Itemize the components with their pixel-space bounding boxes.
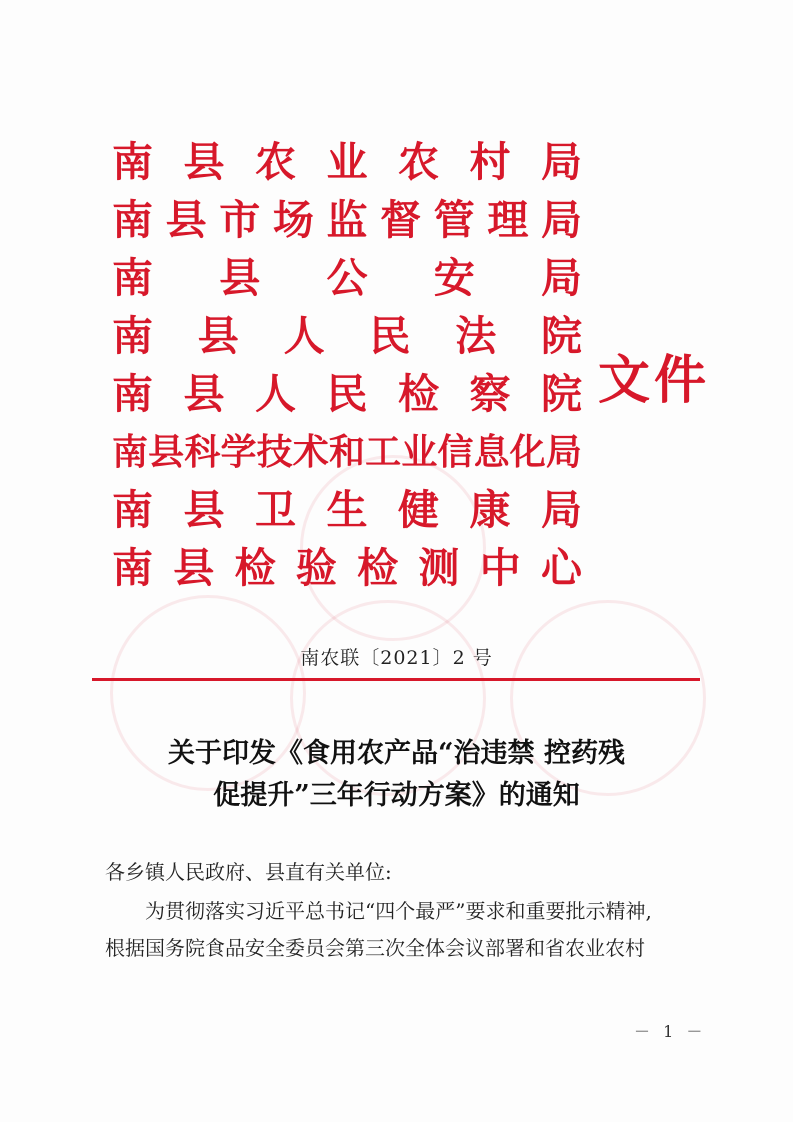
issuer-char: 县	[183, 138, 225, 186]
issuer-char: 管	[433, 196, 475, 244]
issuer-char: 南	[112, 544, 153, 592]
issuer-char: 监	[326, 196, 368, 244]
issuer-char: 南	[112, 312, 153, 360]
issuer-line	[112, 539, 582, 597]
issuer-char: 科	[184, 431, 221, 473]
salutation: 各乡镇人民政府、县直有关单位:	[105, 860, 392, 884]
body-text	[105, 893, 695, 967]
issuer-char: 局	[541, 138, 582, 186]
issuer-char: 南	[112, 196, 153, 244]
issuer-char: 民	[369, 312, 411, 360]
issuer-line	[112, 133, 582, 191]
issuer-char: 农	[398, 138, 439, 186]
issuer-char: 生	[326, 486, 368, 534]
red-divider	[92, 678, 700, 681]
issuer-char: 局	[541, 196, 582, 244]
issuer-char: 南	[112, 486, 153, 534]
issuer-char: 农	[255, 138, 296, 186]
issuing-agencies	[112, 133, 582, 597]
issuer-char: 检	[357, 544, 399, 592]
body-line: 根据国务院食品安全委员会第三次全体会议部署和省农业农村	[105, 936, 645, 960]
issuer-char: 技	[256, 431, 293, 473]
issuer-line	[112, 307, 582, 365]
issuer-char: 测	[418, 544, 460, 592]
issuer-char: 理	[487, 196, 529, 244]
issuer-line	[112, 423, 582, 481]
issuer-char: 场	[272, 196, 314, 244]
issuer-char: 息	[473, 431, 510, 473]
document-type-label: 文件	[598, 350, 711, 411]
issuer-char: 卫	[255, 486, 296, 534]
issuer-line	[112, 191, 582, 249]
issuer-char: 县	[183, 370, 225, 418]
issuer-char: 公	[326, 254, 368, 302]
page-number: － 1 －	[634, 1022, 707, 1041]
issuer-char: 术	[292, 431, 329, 473]
issuer-char: 县	[183, 486, 225, 534]
issuer-char: 县	[197, 312, 239, 360]
issuer-char: 南	[112, 370, 153, 418]
issuer-char: 中	[479, 544, 521, 592]
issuer-char: 安	[433, 254, 475, 302]
issuer-char: 康	[469, 486, 511, 534]
issuer-line	[112, 365, 582, 423]
issuer-char: 学	[220, 431, 257, 473]
issuer-char: 南	[112, 138, 153, 186]
issuer-char: 人	[283, 312, 325, 360]
issuer-char: 局	[541, 486, 582, 534]
issuer-char: 南	[112, 431, 149, 473]
issuer-char: 民	[326, 370, 368, 418]
issuer-char: 化	[509, 431, 546, 473]
issuer-char: 察	[469, 370, 511, 418]
issuer-char: 南	[112, 254, 153, 302]
issuer-char: 法	[455, 312, 497, 360]
issuer-char: 人	[255, 370, 296, 418]
issuer-char: 县	[173, 544, 215, 592]
issuer-char: 检	[398, 370, 439, 418]
issuer-char: 局	[541, 254, 582, 302]
issuer-char: 工	[365, 431, 402, 473]
document-number: 南农联〔2021〕2 号	[300, 647, 493, 669]
body-line: 为贯彻落实习近平总书记“四个最严”要求和重要批示精神,	[145, 899, 652, 923]
issuer-char: 验	[295, 544, 337, 592]
issuer-char: 市	[219, 196, 261, 244]
issuer-char: 业	[401, 431, 438, 473]
issuer-char: 业	[326, 138, 368, 186]
issuer-line	[112, 481, 582, 539]
issuer-char: 局	[545, 431, 582, 473]
issuer-char: 院	[540, 312, 582, 360]
issuer-char: 心	[540, 544, 582, 592]
issuer-line	[112, 249, 582, 307]
issuer-char: 和	[328, 431, 365, 473]
issuer-char: 县	[219, 254, 261, 302]
issuer-char: 县	[165, 196, 207, 244]
issuer-char: 督	[380, 196, 422, 244]
issuer-char: 村	[469, 138, 511, 186]
issuer-char: 健	[398, 486, 439, 534]
issuer-char: 检	[234, 544, 276, 592]
title-line: 关于印发《食用农产品“治违禁 控药残	[168, 738, 625, 769]
issuer-char: 院	[541, 370, 582, 418]
title-line: 促提升”三年行动方案》的通知	[213, 780, 580, 811]
issuer-char: 县	[148, 431, 185, 473]
document-title	[0, 733, 793, 817]
issuer-char: 信	[437, 431, 474, 473]
